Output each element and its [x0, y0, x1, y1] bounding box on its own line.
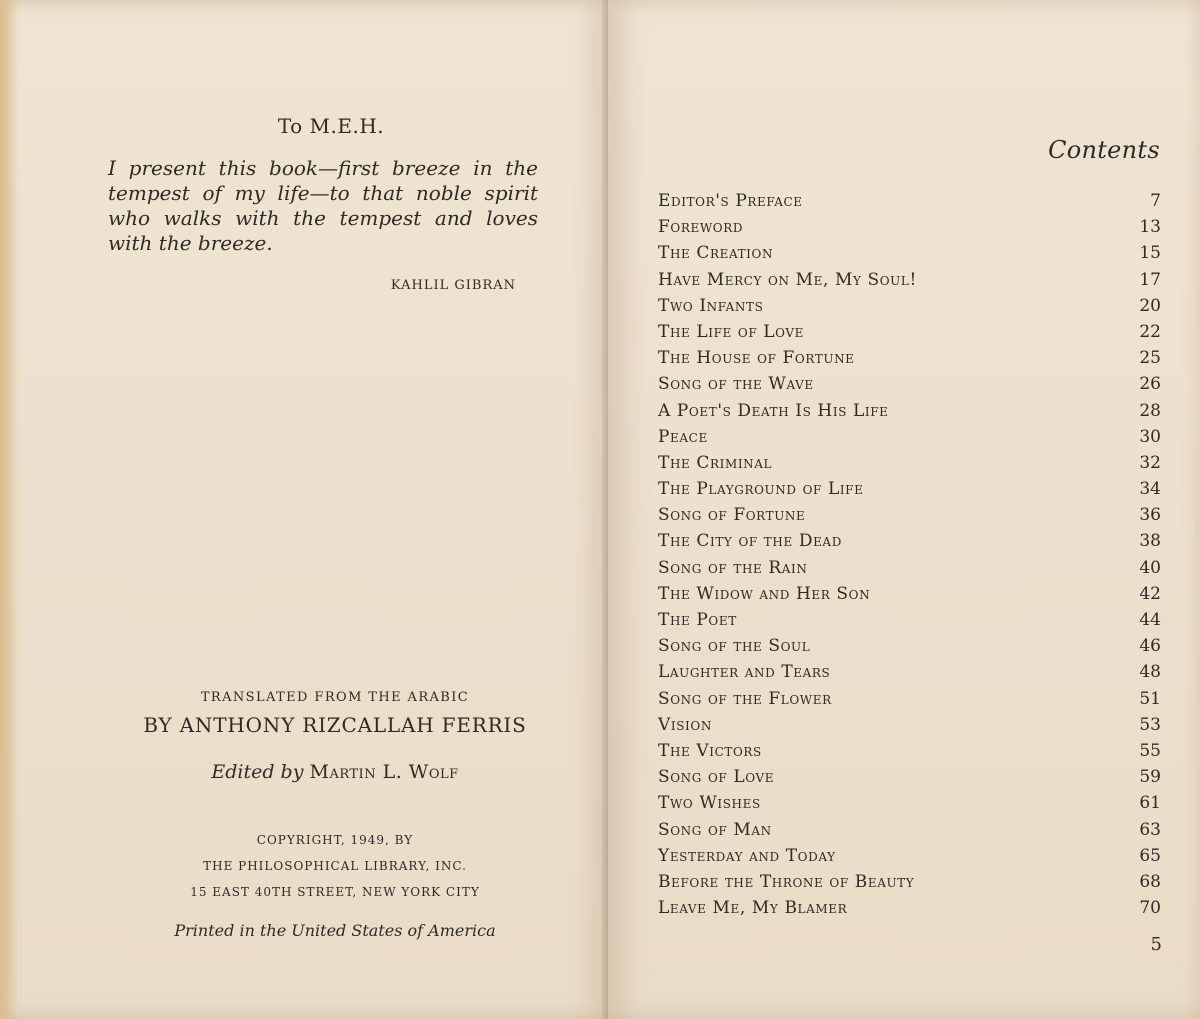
toc-entry-page: 38 — [1139, 531, 1161, 552]
toc-entry — [658, 267, 1161, 293]
toc-entry-title: The Creation — [658, 243, 774, 264]
toc-entry-title: Laughter and Tears — [658, 662, 831, 683]
toc-entry — [658, 214, 1161, 240]
toc-entry-title: Before the Throne of Beauty — [658, 871, 915, 892]
toc-entry — [658, 817, 1161, 843]
toc-entry-page: 48 — [1139, 662, 1161, 683]
toc-entry-page: 34 — [1139, 479, 1161, 500]
author-signature: KAHLIL GIBRAN — [390, 278, 516, 293]
toc-entry-page: 15 — [1139, 243, 1161, 264]
toc-entry — [658, 371, 1161, 397]
toc-entry-title: Song of the Wave — [658, 374, 814, 395]
toc-entry — [658, 686, 1161, 712]
toc-entry-page: 61 — [1139, 793, 1161, 814]
publisher-address: 15 EAST 40TH STREET, NEW YORK CITY — [190, 885, 480, 899]
toc-entry — [658, 476, 1161, 502]
toc-entry-title: The City of the Dead — [658, 531, 842, 552]
dedication — [108, 114, 538, 293]
toc-entry — [658, 843, 1161, 869]
toc-entry-page: 42 — [1139, 583, 1161, 604]
toc-entry-page: 13 — [1139, 217, 1161, 238]
copyright-line: COPYRIGHT, 1949, BY — [256, 833, 414, 847]
toc-entry-page: 63 — [1139, 819, 1161, 840]
toc-entry-title: Yesterday and Today — [658, 845, 836, 866]
toc-entry-title: Have Mercy on Me, My Soul! — [658, 269, 917, 290]
toc-entry — [658, 424, 1161, 450]
toc-entry-title: Two Infants — [658, 295, 764, 316]
toc-entry-title: The Poet — [658, 610, 737, 630]
toc-entry-title: Song of Man — [658, 819, 772, 840]
toc-entry-page: 20 — [1139, 295, 1161, 316]
toc-entry-page: 65 — [1139, 845, 1161, 866]
toc-entry-title: Song of Fortune — [658, 505, 806, 526]
toc-entry-page: 28 — [1139, 400, 1161, 421]
toc-entry-page: 22 — [1139, 321, 1161, 342]
toc-entry — [658, 869, 1161, 895]
dedication-text: I present this book—first breeze in the tempest of my life—to that noble spirit who walks with the tempest and loves with the breeze. — [108, 156, 538, 255]
toc-entry — [658, 738, 1161, 764]
toc-entry-title: The Life of Love — [658, 321, 804, 342]
translator-line: BY ANTHONY RIZCALLAH FERRIS — [143, 713, 527, 737]
toc-entry — [658, 555, 1161, 581]
toc-entry-title: The Victors — [658, 740, 762, 761]
toc-entry-title: Song of the Flower — [658, 688, 832, 709]
toc-entry-page: 51 — [1139, 688, 1161, 709]
toc-entry-title: Song of the Rain — [658, 557, 808, 578]
toc-entry-title: A Poet's Death Is His Life — [658, 400, 889, 421]
toc-entry — [658, 293, 1161, 319]
toc-entry-page: 17 — [1139, 269, 1161, 290]
toc-entry-page: 7 — [1150, 191, 1161, 211]
toc-entry — [658, 319, 1161, 345]
toc-entry — [658, 528, 1161, 554]
translated-from-line: TRANSLATED FROM THE ARABIC — [200, 690, 470, 705]
toc-entry — [658, 398, 1161, 424]
right-page — [608, 0, 1200, 1019]
editor-name: Martin L. Wolf — [309, 761, 459, 783]
toc-entry-title: Foreword — [658, 217, 744, 238]
toc-entry-page: 40 — [1139, 557, 1161, 578]
edited-by-label: Edited by — [211, 761, 304, 783]
toc-entry-page: 26 — [1139, 374, 1161, 395]
toc-entry — [658, 607, 1161, 633]
toc-entry — [658, 764, 1161, 790]
publisher-name: THE PHILOSOPHICAL LIBRARY, INC. — [203, 859, 467, 873]
toc-entry — [658, 659, 1161, 685]
toc-entry — [658, 895, 1161, 921]
toc-entry-page: 36 — [1139, 505, 1161, 526]
toc-entry-page: 30 — [1139, 426, 1161, 447]
toc-entry — [658, 502, 1161, 528]
toc-entry-title: Song of Love — [658, 767, 775, 788]
copyright-block — [120, 827, 550, 905]
toc-entry-page: 53 — [1139, 714, 1161, 735]
toc-entry — [658, 345, 1161, 371]
toc-entry-page: 68 — [1139, 871, 1161, 892]
toc-entry-title: The Widow and Her Son — [658, 583, 871, 604]
credits — [120, 690, 550, 940]
toc-entry-title: Vision — [658, 714, 712, 735]
toc-entry-page: 32 — [1139, 452, 1161, 473]
contents-list — [658, 188, 1161, 921]
toc-entry-title: Song of the Soul — [658, 636, 811, 657]
toc-entry-title: The Criminal — [658, 452, 773, 473]
toc-entry-title: Peace — [658, 426, 708, 447]
toc-entry-page: 55 — [1139, 740, 1161, 761]
toc-entry — [658, 712, 1161, 738]
toc-entry — [658, 633, 1161, 659]
toc-entry-page: 59 — [1139, 767, 1161, 788]
toc-entry-page: 70 — [1139, 898, 1161, 919]
toc-entry-title: The House of Fortune — [658, 348, 855, 369]
toc-entry — [658, 790, 1161, 816]
dedication-recipient: To M.E.H. — [277, 114, 385, 138]
printed-in-line: Printed in the United States of America — [174, 921, 496, 940]
toc-entry-page: 46 — [1139, 636, 1161, 657]
toc-entry — [658, 240, 1161, 266]
toc-entry — [658, 188, 1161, 214]
editor-line — [120, 761, 550, 783]
toc-entry — [658, 581, 1161, 607]
toc-entry-page: 44 — [1139, 610, 1161, 630]
toc-entry-title: The Playground of Life — [658, 479, 864, 500]
toc-entry-title: Two Wishes — [658, 793, 761, 814]
toc-entry — [658, 450, 1161, 476]
toc-entry-title: Editor's Preface — [658, 191, 803, 211]
page-edge — [0, 0, 18, 1019]
toc-entry-page: 25 — [1139, 348, 1161, 369]
page-number: 5 — [1150, 934, 1162, 955]
toc-entry-title: Leave Me, My Blamer — [658, 898, 848, 919]
contents-heading: Contents — [1048, 136, 1160, 164]
